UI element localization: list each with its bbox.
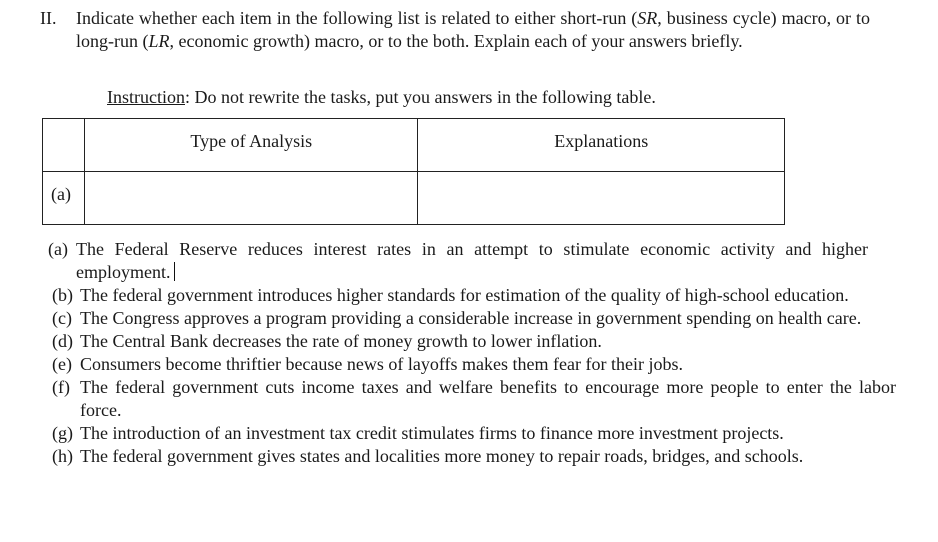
item-text: The Federal Reserve reduces interest rates in an attempt to stimulate economic activity and higher employment. (76, 239, 868, 282)
list-item-c[interactable] (52, 307, 896, 330)
item-label: (e) (52, 354, 72, 374)
item-text: Consumers become thriftier because news of layoffs makes them fear for their jobs. (80, 354, 683, 374)
question-text-part: , business cycle) macro, or to long-run ( (76, 8, 871, 51)
item-label: (b) (52, 285, 73, 305)
item-text: The Central Bank decreases the rate of money growth to lower inflation. (80, 331, 602, 351)
type-of-analysis-cell[interactable] (85, 172, 418, 225)
list-item-g[interactable] (52, 422, 896, 445)
instruction-label: Instruction (107, 87, 185, 107)
table-row (43, 172, 785, 225)
row-label-cell[interactable]: (a) (43, 172, 85, 225)
item-label: (f) (52, 377, 70, 397)
answer-table (42, 118, 785, 225)
list-item-f[interactable] (52, 376, 896, 422)
item-label: (a) (48, 239, 68, 259)
table-header-row (43, 119, 785, 172)
item-label: (g) (52, 423, 73, 443)
header-cell-label[interactable] (43, 119, 85, 172)
list-item-a[interactable] (48, 238, 868, 284)
question-number: II. (40, 8, 57, 28)
item-label: (c) (52, 308, 72, 328)
item-label: (h) (52, 446, 73, 466)
header-cell-explanations[interactable]: Explanations (418, 119, 785, 172)
header-cell-type-of-analysis[interactable]: Type of Analysis (85, 119, 418, 172)
instruction-line[interactable] (107, 86, 656, 109)
question-text-part: , economic growth) macro, or to the both. Explain each of your answers briefly. (169, 31, 743, 51)
item-label: (d) (52, 331, 73, 351)
list-item-b[interactable] (52, 284, 896, 307)
item-text: The introduction of an investment tax credit stimulates firms to finance more investment projects. (80, 423, 784, 443)
long-run-abbrev: LR (148, 31, 170, 51)
item-text: The federal government gives states and localities more money to repair roads, bridges, and schools. (80, 446, 804, 466)
item-text: The federal government introduces higher standards for estimation of the quality of high-school education. (80, 285, 849, 305)
text-cursor (174, 262, 175, 281)
question-text[interactable] (76, 7, 870, 53)
item-list (48, 238, 896, 468)
short-run-abbrev: SR (637, 8, 658, 28)
item-text: The federal government cuts income taxes and welfare benefits to encourage more people to enter the labor force. (80, 377, 896, 420)
list-item-h[interactable] (52, 445, 896, 468)
list-item-d[interactable] (52, 330, 896, 353)
question-text-part: Indicate whether each item in the following list is related to either short-run ( (76, 8, 638, 28)
instruction-text: : Do not rewrite the tasks, put you answers in the following table. (185, 87, 656, 107)
item-text: The Congress approves a program providing a considerable increase in government spending on health care. (80, 308, 862, 328)
explanation-cell[interactable] (418, 172, 785, 225)
list-item-e[interactable] (52, 353, 896, 376)
